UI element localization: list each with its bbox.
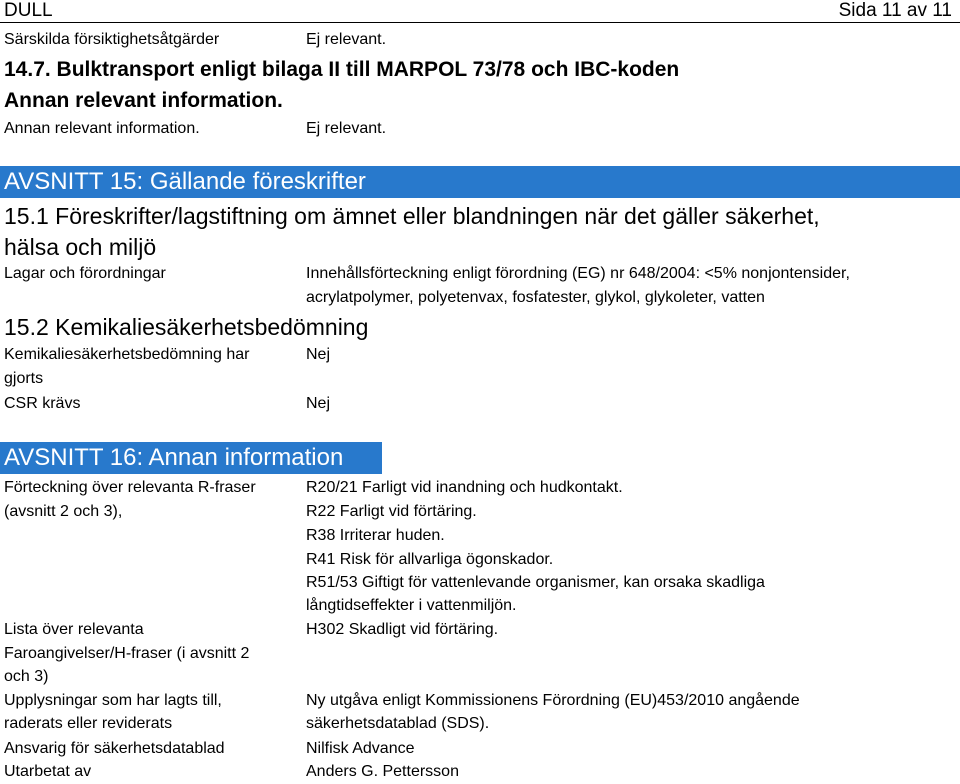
header-rule [0,22,960,23]
h-phrases-label-line1: Lista över relevanta [4,621,144,638]
section-15-title: AVSNITT 15: Gällande föreskrifter [0,166,960,198]
changes-label-line1: Upplysningar som har lagts till, [4,692,222,709]
changes-value-line2: säkerhetsdatablad (SDS). [306,715,490,732]
changes-value-line1: Ny utgåva enligt Kommissionens Förordning (EU)453/2010 angående [306,692,800,709]
csa-value: Nej [306,346,331,363]
csa-label-line1: Kemikaliesäkerhetsbedömning har [4,346,250,363]
r-phrase: R22 Farligt vid förtäring. [306,503,477,520]
heading-15-1-line2: hälsa och miljö [4,234,157,260]
laws-value-line2: acrylatpolymer, polyetenvax, fosfatester, glykol, glykoleter, vatten [306,289,765,306]
r-phrases-label-line1: Förteckning över relevanta R-fraser [4,479,256,496]
h-phrases-label-line2: Faroangivelser/H-fraser (i avsnitt 2 [4,645,250,662]
r-phrase: R51/53 Giftigt för vattenlevande organismer, kan orsaka skadliga [306,574,765,591]
responsible-label: Ansvarig för säkerhetsdatablad [4,740,225,757]
other-info-value: Ej relevant. [306,120,387,137]
csr-value: Nej [306,395,331,412]
section-16-title: AVSNITT 16: Annan information [0,442,382,474]
special-precautions-label: Särskilda försiktighetsåtgärder [4,31,220,48]
heading-15-2: 15.2 Kemikaliesäkerhetsbedömning [4,314,369,340]
r-phrase: R20/21 Farligt vid inandning och hudkontakt. [306,479,623,496]
heading-14-7: 14.7. Bulktransport enligt bilaga II till MARPOL 73/78 och IBC-koden [4,58,680,81]
r-phrase: R41 Risk för allvarliga ögonskador. [306,551,554,568]
page-number: Sida 11 av 11 [838,0,952,21]
heading-other-info: Annan relevant information. [4,89,283,112]
prepared-by-value: Anders G. Pettersson [306,763,459,780]
r-phrase: R38 Irriterar huden. [306,527,445,544]
company-name: DULL [4,0,53,21]
special-precautions-value: Ej relevant. [306,31,387,48]
r-phrase: långtidseffekter i vattenmiljön. [306,597,517,614]
responsible-value: Nilfisk Advance [306,740,415,757]
csa-label-line2: gjorts [4,370,44,387]
r-phrases-label-line2: (avsnitt 2 och 3), [4,503,123,520]
csr-label: CSR krävs [4,395,81,412]
laws-label: Lagar och förordningar [4,265,166,282]
laws-value-line1: Innehållsförteckning enligt förordning (EG) nr 648/2004: <5% nonjontensider, [306,265,850,282]
h-phrase: H302 Skadligt vid förtäring. [306,621,499,638]
other-info-label: Annan relevant information. [4,120,200,137]
prepared-by-label: Utarbetat av [4,763,92,780]
h-phrases-label-line3: och 3) [4,668,49,685]
heading-15-1-line1: 15.1 Föreskrifter/lagstiftning om ämnet eller blandningen när det gäller säkerhet, [4,203,820,229]
changes-label-line2: raderats eller reviderats [4,715,173,732]
